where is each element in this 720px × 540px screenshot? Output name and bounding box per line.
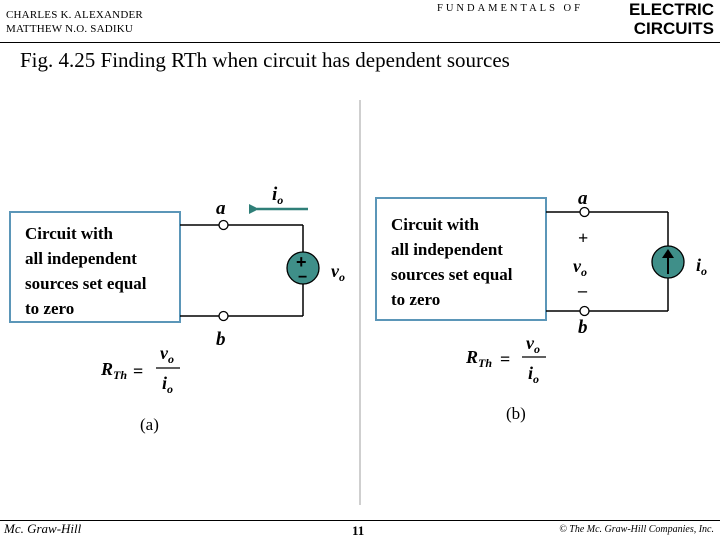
rth-equals-a: =: [133, 361, 144, 381]
source-a-minus: −: [298, 269, 308, 286]
rth-label-b: $R_{Th}$: [466, 347, 493, 370]
publisher-label: Mc. Graw-Hill: [4, 521, 82, 536]
node-b-label-b: b: [578, 317, 588, 338]
polarity-minus-b: –: [578, 280, 587, 300]
terminal-a-node-a: [219, 221, 228, 230]
io-label-b: $i_o$: [696, 255, 708, 278]
box-a-line-4: to zero: [25, 299, 75, 318]
book-title-line1: ELECTRIC: [629, 0, 714, 19]
series-label: FUNDAMENTALS OF: [437, 3, 583, 14]
box-b-line-3: sources set equal: [391, 265, 513, 284]
terminal-a-node-b: [219, 312, 228, 321]
rth-den-a: $i_o$: [162, 373, 174, 396]
polarity-plus-b: +: [578, 228, 589, 248]
copyright-label: © The Mc. Graw-Hill Companies, Inc.: [559, 524, 714, 535]
box-b-line-4: to zero: [391, 290, 441, 309]
vo-label-b: $v_o$: [573, 256, 587, 279]
author-1: CHARLES K. ALEXANDER: [6, 9, 143, 21]
author-2: MATTHEW N.O. SADIKU: [6, 23, 134, 35]
page-number: 11: [352, 523, 365, 538]
node-b-label-a: b: [216, 329, 226, 350]
node-a-label-b: a: [578, 188, 588, 209]
box-b-line-2: all independent: [391, 240, 503, 259]
footer-rule: [0, 520, 720, 521]
rth-num-b: $v_o$: [526, 333, 540, 356]
rth-num-a: $v_o$: [160, 343, 174, 366]
rth-label-a: $R_{Th}$: [101, 359, 128, 382]
box-a-line-3: sources set equal: [25, 274, 147, 293]
box-a-line-1: Circuit with: [25, 224, 113, 243]
io-label-a: $i_o$: [272, 184, 284, 207]
terminal-b-node-b: [580, 307, 589, 316]
vo-label-a: $v_o$: [331, 261, 345, 284]
panel-b-label: (b): [506, 404, 526, 423]
panel-a-label: (a): [140, 415, 159, 434]
box-a-line-2: all independent: [25, 249, 137, 268]
source-a-plus: +: [296, 252, 307, 272]
rth-equals-b: =: [500, 349, 511, 369]
book-title-line2: CIRCUITS: [633, 19, 714, 38]
rth-den-b: $i_o$: [528, 363, 540, 386]
figure-caption: Fig. 4.25 Finding RTh when circuit has dependent sources: [20, 48, 510, 72]
node-a-label-a: a: [216, 198, 226, 219]
box-b-line-1: Circuit with: [391, 215, 479, 234]
